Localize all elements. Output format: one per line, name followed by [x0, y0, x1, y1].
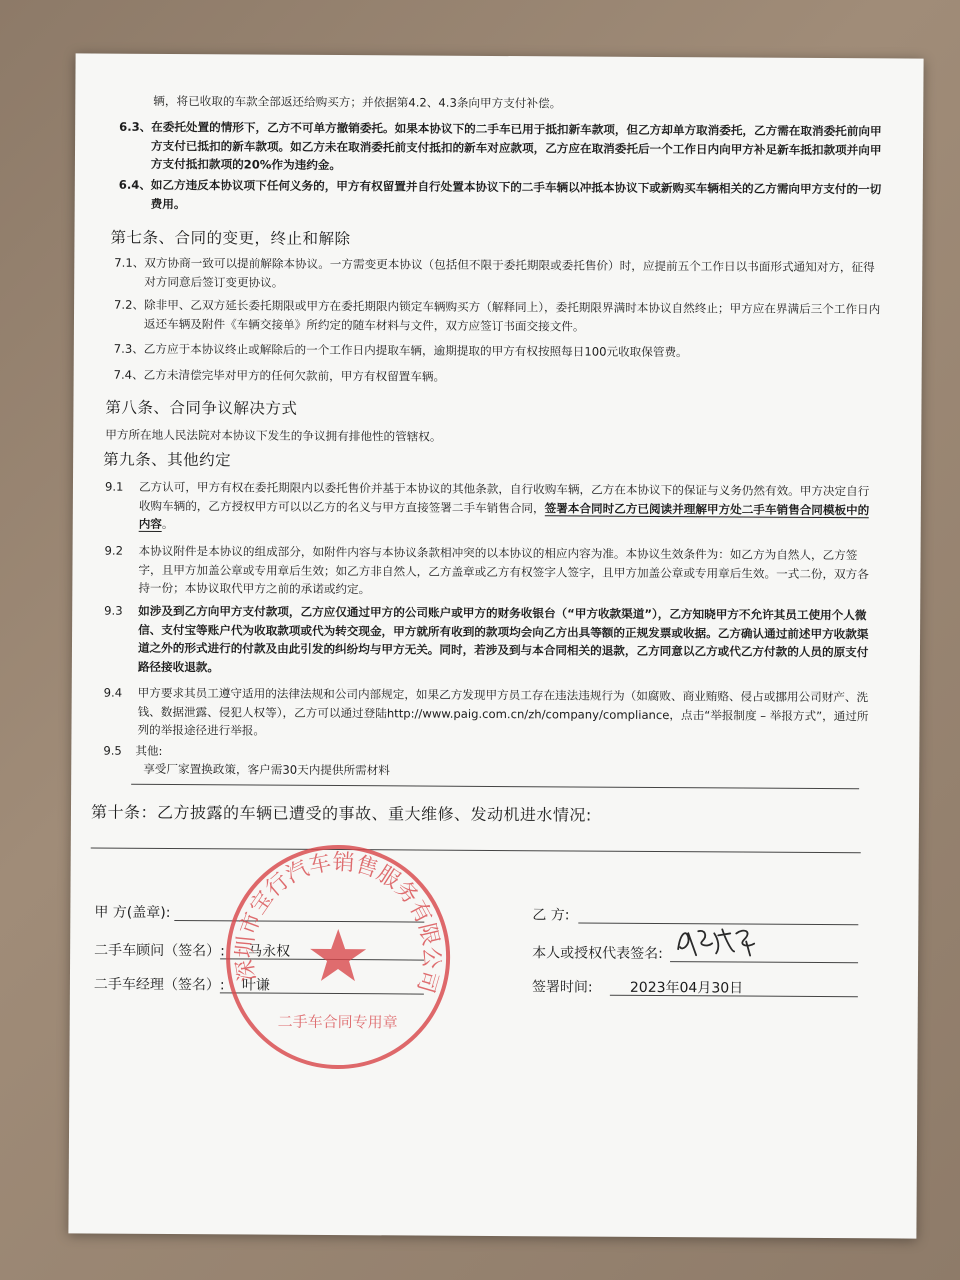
advisor-label: 二手车顾问（签名）:: [94, 942, 225, 960]
party-b-label: 乙 方:: [532, 907, 570, 924]
clause-number: 7.4、: [113, 367, 144, 382]
clause-7-4: [113, 366, 874, 384]
clause-7-1: [114, 254, 875, 290]
section-8-text: 甲方所在地人民法院对本协议下发生的争议拥有排他性的管辖权。: [105, 427, 442, 444]
section-10-title: 第十条：乙方披露的车辆已遭受的事故、重大维修、发动机进水情况:: [90, 802, 592, 825]
clause-number: 7.3、: [113, 341, 144, 356]
clause-number: 9.3: [104, 603, 123, 618]
clause-text: [139, 478, 879, 538]
representative-label: 本人或授权代表签名:: [532, 945, 663, 963]
party-a-label: 甲 方(盖章):: [94, 904, 171, 922]
clause-6-2-continuation: [153, 92, 873, 115]
clause-number: 7.1、: [114, 255, 145, 270]
clause-number: 9.4: [103, 685, 123, 700]
clause-text: 如乙方违反本协议项下任何义务的，甲方有权留置并自行处置本协议下的二手车辆以冲抵本协议下或新购买车辆相关的乙方需向甲方支付的一切费用。: [150, 177, 882, 211]
stamp-bottom-text: 二手车合同专用章: [277, 1012, 398, 1032]
clause-9-1: [104, 478, 885, 532]
clause-9-3: [104, 602, 884, 674]
section-8-title: 第八条、合同争议解决方式: [105, 398, 298, 418]
signing-date: 2023年04月30日: [629, 979, 744, 997]
clause-text: 本协议附件是本协议的组成部分，如附件内容与本协议条款相冲突的以本协议的相应内容为准。本协议生效条件为：如乙方为自然人，乙方签字，且甲方加盖公章或专用章后生效；如乙方非自然人，乙方盖章或乙方有权签字人签字，且甲方加盖公章或专用章后生效。一式二份，双方各持一份；本协议取代甲方之前的承诺或约定。: [138, 543, 869, 597]
handwritten-signature: [674, 921, 764, 962]
clause-number: 9.5: [103, 743, 122, 758]
clause-number: 7.2、: [114, 297, 145, 312]
clause-number: 6.4、: [118, 177, 151, 192]
clause-text: 在委托处置的情形下，乙方不可单方撤销委托。如果本协议下的二手车已用于抵扣新车款项，但乙方却单方取消委托，乙方需在取消委托前向甲方支付已抵扣的新车款项。如乙方未在取消委托前支付抵扣的新车对应款项，乙方应在取消委托后一个工作日内向甲方补足新车抵扣款项并向甲方支付抵扣款项的20%作为违约金。: [150, 119, 882, 173]
clause-label: 其他:: [135, 743, 163, 758]
svg-text:深圳市宝行汽车销售服务有限公司: [232, 849, 444, 995]
clause-text: 辆，将已收取的车款全部返还给购买方；并依据第4.2、4.3条向甲方支付补偿。: [153, 93, 562, 111]
clause-filled-text: 享受厂家置换政策，客户需30天内提供所需材料: [143, 761, 390, 778]
clause-text: 除非甲、乙双方延长委托期限或甲方在委托期限内锁定车辆购买方（解释同上），委托期限界满时本协议自然终止；甲方应在界满后三个工作日内返还车辆及附件《车辆交接单》所约定的随车材料与文件，双方应签订书面交接文件。: [143, 297, 881, 334]
stamp-star-icon: [310, 929, 366, 981]
date-label: 签署时间:: [531, 979, 593, 996]
clause-text-emphasis: 签署本合同时乙方已阅读并理解甲方处二手车销售合同模板中的内容: [138, 500, 870, 532]
clause-text: 双方协商一致可以提前解除本协议。一方需变更本协议（包括但不限于委托期限或委托售价）时，应提前五个工作日以书面形式通知对方，征得对方同意后签订变更协议。: [144, 255, 875, 290]
manager-name: 叶谦: [241, 977, 270, 994]
clause-number: 6.3、: [119, 119, 152, 134]
clause-text: 如涉及到乙方向甲方支付款项，乙方应仅通过甲方的公司账户或甲方的财务收银台（“甲方收款渠道”），乙方知晓甲方不允许其员工使用个人微信、支付宝等账户代为收取款项或代为转交现金，甲方就所有收到的款项均会向乙方出具等额的正规发票或收据。乙方确认通过前述甲方收款渠道之外的形式进行的付款及由此引发的纠纷均与甲方无关。同时，若涉及到与本合同相关的退款，乙方同意以乙方或代乙方付款的人员的原支付路径接收退款。: [137, 603, 869, 674]
section-7-title: 第七条、合同的变更，终止和解除: [110, 228, 351, 249]
clause-number: 9.2: [104, 543, 124, 558]
clause-9-2: [104, 542, 885, 597]
stamp-outer-text: 深圳市宝行汽车销售服务有限公司: [232, 850, 444, 996]
clause-7-2: [114, 296, 881, 334]
clause-number: 9.1: [104, 479, 124, 494]
clause-9-4: [103, 684, 884, 738]
clause-text-end: 。: [161, 517, 174, 532]
fill-line: [131, 784, 859, 789]
advisor-name: 马永权: [248, 943, 291, 960]
clause-6-3: [119, 118, 882, 173]
clause-7-3: [113, 340, 874, 360]
clause-text: 甲方要求其员工遵守适用的法律法规和公司内部规定，如果乙方发现甲方员工存在违法违规行为（如腐败、商业贿赂、侵占或挪用公司财产、洗钱、数据泄露、侵犯人权等），乙方可以通过登陆http://www.paig.com.cn/zh/company/compliance，点击“举报制度 – 举报方式”，通过所列的举报途径进行举报。: [137, 685, 869, 738]
clause-text: 乙方应于本协议终止或解除后的一个工作日内提取车辆，逾期提取的甲方有权按照每日100元收取保管费。: [143, 341, 688, 360]
contract-page: [68, 53, 923, 1238]
section-9-title: 第九条、其他约定: [103, 450, 232, 470]
clause-text-normal: 乙方认可，甲方有权在委托期限内以委托售价并基于本协议的其他条款，自行收购车辆，乙方在本协议下的保证与义务仍然有效。甲方决定自行收购车辆的，乙方授权甲方可以以乙方的名义与甲方直接签署二手车销售合同，: [138, 479, 870, 515]
manager-label: 二手车经理（签名）:: [93, 976, 225, 994]
fill-line: [91, 848, 861, 854]
clause-text: 乙方未清偿完毕对甲方的任何欠款前，甲方有权留置车辆。: [143, 367, 446, 384]
company-seal-stamp: [217, 836, 458, 1077]
